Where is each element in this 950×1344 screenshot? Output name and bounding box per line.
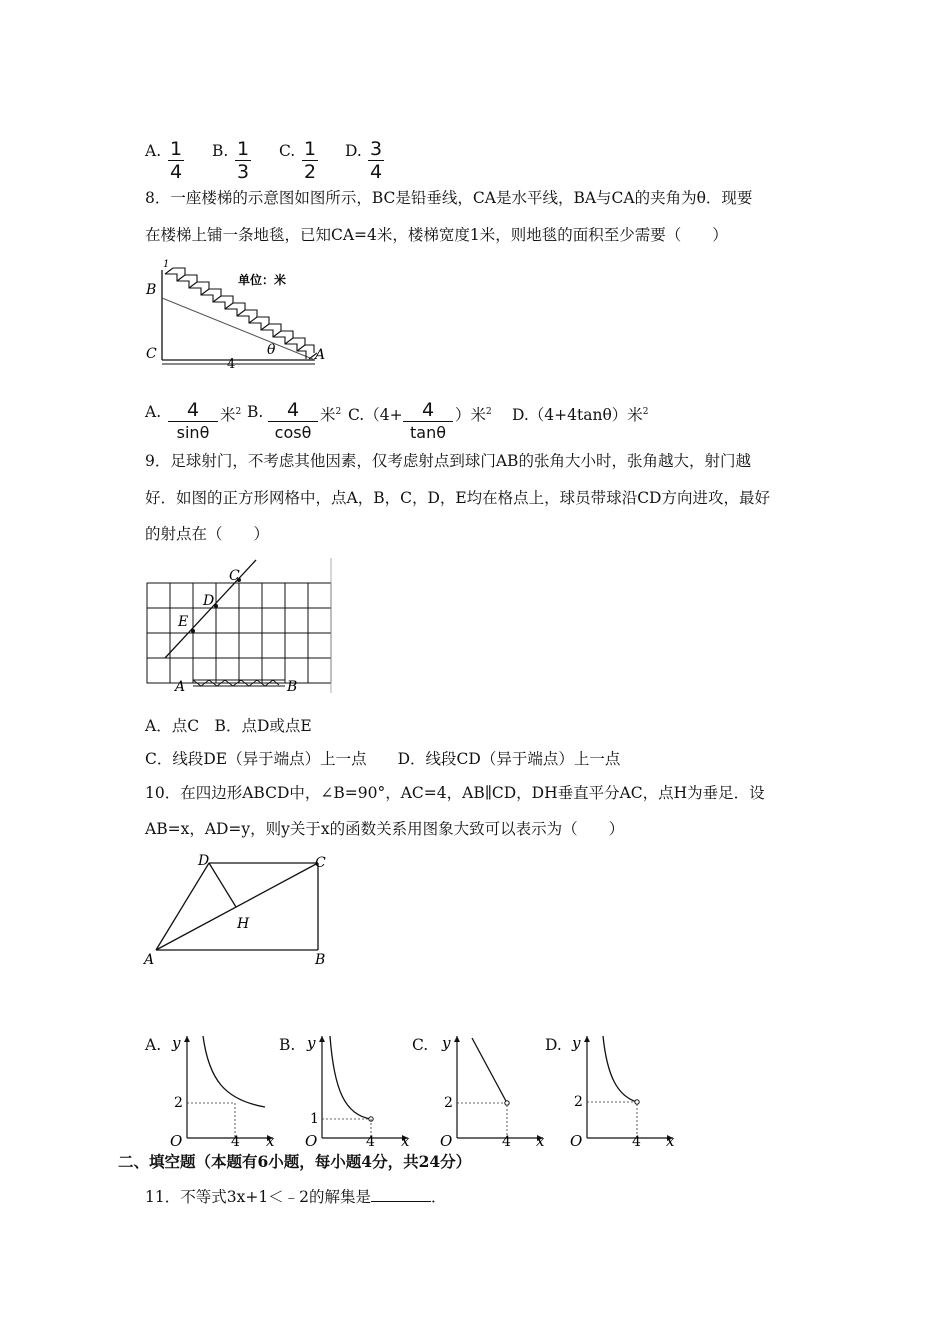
q8-text-line1: 8．一座楼梯的示意图如图所示，BC是铅垂线，CA是水平线，BA与CA的夹角为θ．现要	[145, 189, 753, 207]
svg-text:y: y	[307, 1034, 316, 1052]
q8-option-a-label: A.	[145, 403, 162, 421]
q8-option-b-fraction: 4 cosθ	[268, 400, 318, 443]
q10-option-b-graph	[300, 1030, 415, 1148]
q8-option-b-unit: 米$^2$	[320, 406, 342, 424]
svg-text:2: 2	[174, 1095, 183, 1111]
cd-direction-line	[165, 560, 256, 658]
svg-text:4: 4	[366, 1134, 375, 1148]
svg-text:4: 4	[231, 1134, 240, 1148]
q7-option-b-label: B.	[212, 142, 229, 160]
q8-option-c-unit: ）米$^2$	[455, 406, 492, 424]
point-d	[214, 604, 218, 608]
point-d-label: D	[203, 593, 215, 609]
q7-option-a-fraction: 1 4	[169, 138, 183, 183]
svg-text:y: y	[442, 1034, 451, 1052]
svg-text:y: y	[172, 1034, 181, 1052]
point-b-label: B	[146, 282, 157, 298]
point-d-label: D	[198, 853, 210, 869]
point-a-label: A	[315, 347, 326, 363]
q8-option-d: D.（4+4tanθ）米$^2$	[512, 406, 649, 424]
svg-text:x: x	[401, 1132, 410, 1148]
q10-option-c-label: C.	[412, 1036, 429, 1054]
q8-option-a-unit: 米$^2$	[220, 406, 242, 424]
q7-option-d-fraction: 3 4	[369, 138, 383, 183]
svg-text:O: O	[170, 1132, 183, 1148]
q8-option-c-fraction: 4 tanθ	[403, 400, 453, 443]
width-label: 1	[163, 259, 170, 270]
diagonal-ac	[156, 863, 318, 950]
svg-text:O: O	[305, 1132, 318, 1148]
q8-staircase-figure	[143, 258, 335, 370]
point-c-label: C	[229, 568, 240, 584]
svg-text:1: 1	[310, 1111, 319, 1127]
q10-text-line2: AB=x，AD=y，则y关于x的函数关系用图象大致可以表示为（ ）	[145, 820, 625, 838]
svg-text:O: O	[440, 1132, 453, 1148]
point-b-label: B	[287, 679, 298, 694]
q10-quadrilateral-figure	[143, 850, 335, 968]
q11-answer-blank[interactable]	[371, 1201, 431, 1202]
svg-text:4: 4	[502, 1134, 511, 1148]
side-ad	[156, 863, 209, 950]
svg-text:x: x	[266, 1132, 275, 1148]
point-a-label: A	[175, 679, 186, 694]
point-h-label: H	[237, 916, 250, 932]
svg-text:2: 2	[574, 1094, 583, 1110]
length-label: 4	[227, 357, 236, 370]
ba-slope-line	[162, 298, 315, 360]
point-c-label: C	[315, 855, 326, 871]
segment-dh	[209, 863, 236, 907]
q9-options-cd: C．线段DE（异于端点）上一点 D．线段CD（异于端点）上一点	[145, 750, 621, 768]
q10-text-line1: 10．在四边形ABCD中，∠B=90°，AC=4，AB∥CD，DH垂直平分AC，点H为垂足．设	[145, 784, 765, 802]
svg-text:2: 2	[444, 1095, 453, 1111]
q9-grid-figure	[143, 558, 335, 694]
section-2-title: 二、填空题（本题有6小题，每小题4分，共24分）	[118, 1152, 472, 1171]
point-b-label: B	[315, 952, 326, 968]
point-c-label: C	[146, 346, 157, 362]
svg-text:4: 4	[632, 1134, 641, 1148]
q10-option-c-graph	[435, 1030, 550, 1148]
q7-option-c-label: C.	[279, 142, 296, 160]
point-e-label: E	[178, 614, 189, 630]
svg-text:x: x	[666, 1132, 675, 1148]
q9-text-line3: 的射点在（ ）	[145, 525, 270, 543]
q7-option-b-fraction: 1 3	[236, 138, 250, 183]
q10-option-d-graph	[565, 1030, 680, 1148]
svg-text:y: y	[572, 1034, 581, 1052]
q10-option-d-label: D.	[545, 1036, 562, 1054]
q10-option-a-graph	[165, 1030, 280, 1148]
q10-option-b-label: B.	[279, 1036, 296, 1054]
q7-option-c-fraction: 1 2	[303, 138, 317, 183]
q8-option-c-label: C.（4+	[348, 406, 403, 424]
q8-text-line2: 在楼梯上铺一条地毯，已知CA=4米，楼梯宽度1米，则地毯的面积至少需要（ ）	[145, 226, 728, 244]
q10-option-a-label: A.	[145, 1036, 162, 1054]
point-e	[191, 629, 195, 633]
q7-option-a-label: A.	[145, 142, 162, 160]
unit-label: 单位：米	[238, 273, 287, 287]
point-a-label: A	[144, 952, 155, 968]
svg-text:x: x	[536, 1132, 545, 1148]
q8-option-b-label: B.	[247, 403, 264, 421]
q9-options-ab: A．点C B．点D或点E	[145, 717, 312, 735]
q9-text-line2: 好．如图的正方形网格中，点A，B，C，D，E均在格点上，球员带球沿CD方向进攻，最好	[145, 489, 770, 507]
q7-option-d-label: D.	[345, 142, 362, 160]
q9-text-line1: 9．足球射门，不考虑其他因素，仅考虑射点到球门AB的张角大小时，张角越大，射门越	[145, 452, 751, 470]
q8-option-a-fraction: 4 sinθ	[168, 400, 218, 443]
svg-text:O: O	[570, 1132, 583, 1148]
theta-label: θ	[267, 342, 276, 358]
q11-text: 11．不等式3x+1＜﹣2的解集是 ．	[145, 1188, 447, 1206]
square-grid	[147, 583, 331, 683]
